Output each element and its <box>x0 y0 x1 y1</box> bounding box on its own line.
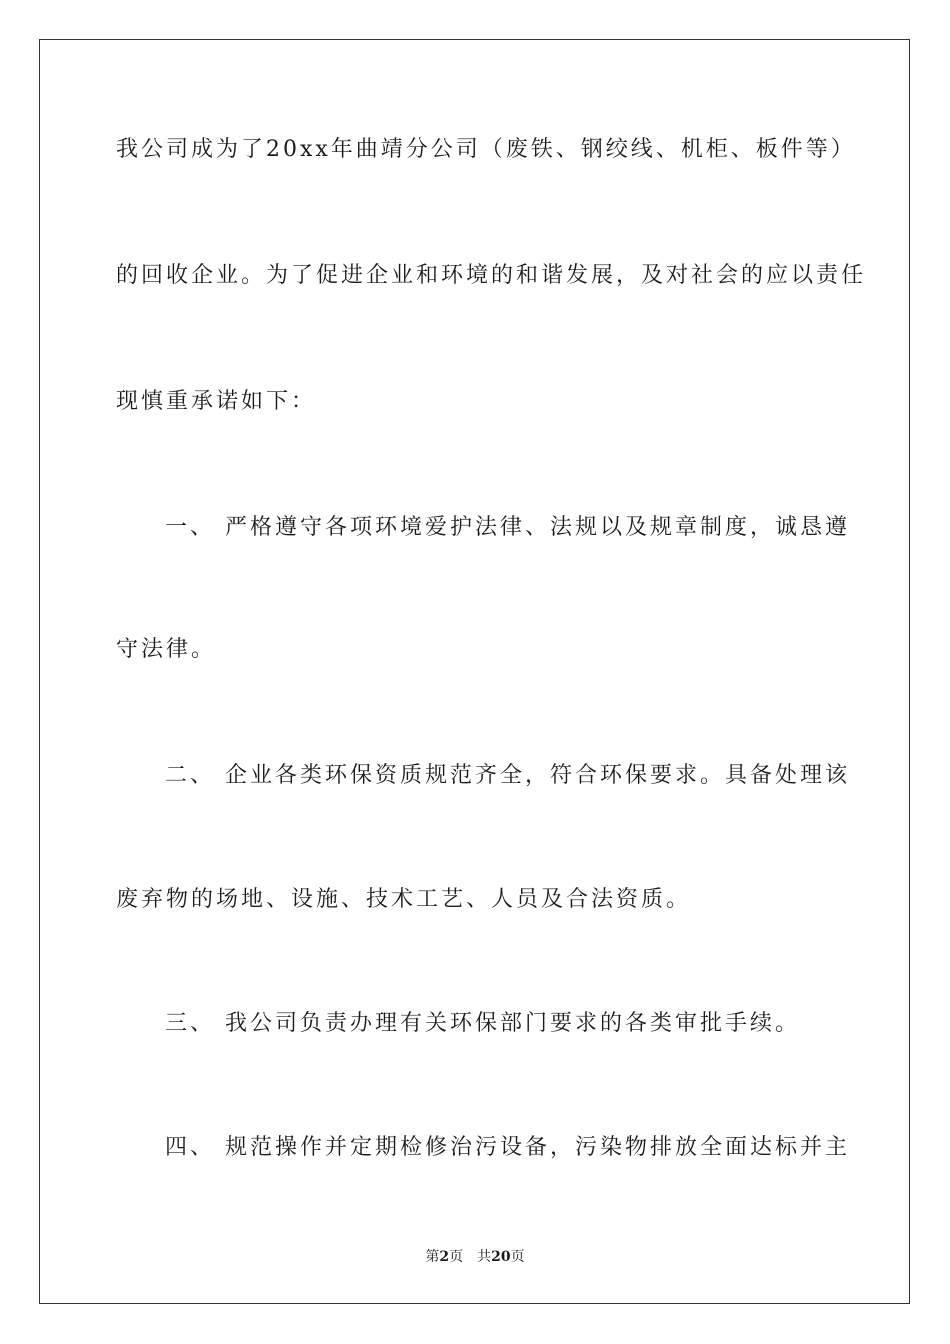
item-one-line <box>165 514 885 542</box>
item-two-text: 企业各类环保资质规范齐全，符合环保要求。具备处理该 <box>225 763 851 788</box>
item-number-four: 四、 <box>165 1135 216 1160</box>
page-frame <box>39 39 910 1304</box>
item-three-text: 我公司负责办理有关环保部门要求的各类审批手续。 <box>225 1011 801 1036</box>
footer-page-number: 2 <box>439 1249 450 1265</box>
footer-total-prefix: 共 <box>477 1249 492 1265</box>
item-two-line <box>165 762 885 790</box>
body-line-2: 的回收企业。为了促进企业和环境的和谐发展，及对社会的应以责任 <box>116 263 867 288</box>
item-number-three: 三、 <box>165 1011 216 1036</box>
item-four-line <box>165 1134 885 1162</box>
footer-total-number: 20 <box>491 1249 511 1265</box>
item-three-line <box>165 1010 885 1038</box>
footer-page-suffix: 页 <box>449 1249 464 1265</box>
item-number-two: 二、 <box>165 763 216 788</box>
item-one-continuation: 守法律。 <box>116 637 217 662</box>
item-two-continuation: 废弃物的场地、设施、技术工艺、人员及合法资质。 <box>116 887 692 912</box>
body-line-3: 现慎重承诺如下： <box>116 389 317 414</box>
page-footer <box>0 1248 950 1266</box>
item-one-text: 严格遵守各项环境爱护法律、法规以及规章制度，诚恳遵 <box>225 515 851 540</box>
item-four-text: 规范操作并定期检修治污设备，污染物排放全面达标并主 <box>225 1135 851 1160</box>
footer-page-prefix: 第 <box>425 1249 440 1265</box>
footer-total-suffix: 页 <box>510 1249 525 1265</box>
item-number-one: 一、 <box>165 515 216 540</box>
body-line-1: 我公司成为了20xx年曲靖分公司（废铁、钢绞线、机柜、板件等） <box>116 137 856 162</box>
